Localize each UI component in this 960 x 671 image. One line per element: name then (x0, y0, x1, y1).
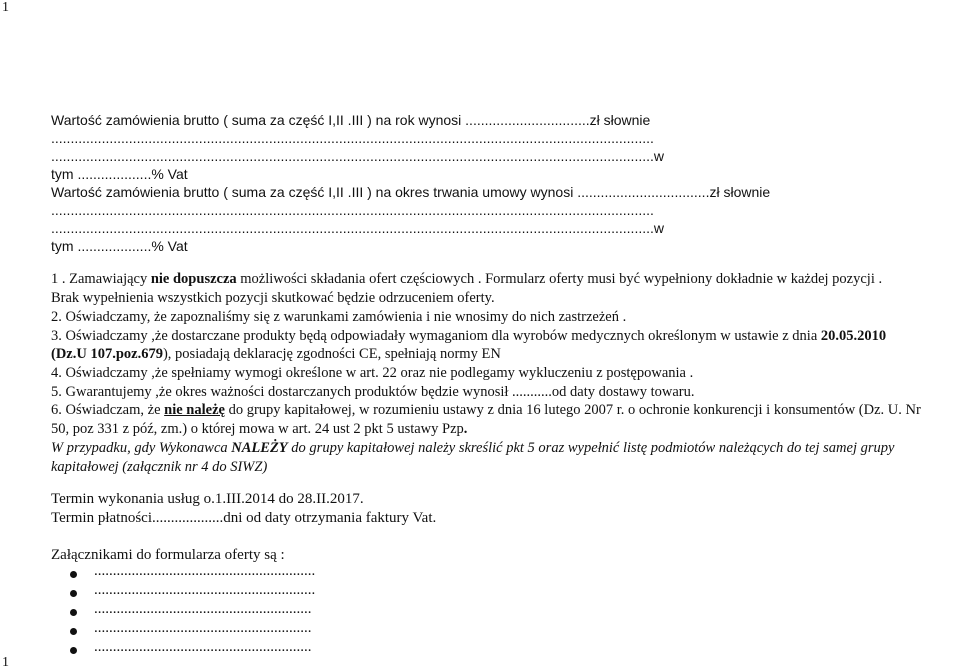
bullet-icon (70, 609, 77, 616)
value-line-2: ........................................................................................................................................................... (51, 130, 654, 146)
bullet-icon (70, 571, 77, 578)
attachment-item: .......................................................... (94, 620, 312, 636)
value-line-4: tym ...................% Vat (51, 166, 188, 182)
point-2: 2. Oświadczamy, że zapoznaliśmy się z warunkami zamówienia i nie wnosimy do nich zastrzeżeń . (51, 309, 627, 325)
point-1-line-2: Brak wypełnienia wszystkich pozycji skutkować będzie odrzuceniem oferty. (51, 290, 495, 306)
point-1-line-1: 1 . Zamawiający nie dopuszcza możliwości składania ofert częściowych . Formularz oferty musi być wypełniony dokładnie w każdej pozycji . (51, 271, 883, 287)
term-payment: Termin płatności...................dni od daty otrzymania faktury Vat. (51, 510, 437, 526)
attachment-item: ........................................................... (94, 563, 316, 579)
attachment-item: .......................................................... (94, 639, 312, 655)
attachment-item: .......................................................... (94, 601, 312, 617)
bullet-icon (70, 628, 77, 635)
bullet-icon (70, 590, 77, 597)
page-number-top: 1 (2, 0, 9, 15)
attachments-heading: Załącznikami do formularza oferty są : (51, 547, 285, 563)
note-line-1: W przypadku, gdy Wykonawca NALEŻY do grupy kapitałowej należy skreślić pkt 5 oraz wypełnić listę podmiotów należących do tej samej grupy (51, 440, 895, 456)
attachment-item: ........................................................... (94, 582, 316, 598)
point-5: 5. Gwarantujemy ,że okres ważności dostarczanych produktów będzie wynosił ...........od daty dostawy towaru. (51, 384, 695, 400)
point-4: 4. Oświadczamy ,że spełniamy wymogi określone w art. 22 oraz nie podlegamy wykluczeniu z postępowania . (51, 365, 694, 381)
point-3-line-1: 3. Oświadczamy ,że dostarczane produkty będą odpowiadały wymaganiom dla wyrobów medycznych określonym w ustawie z dnia 20.05.2010 (51, 328, 887, 344)
page-number-bottom: 1 (2, 655, 9, 670)
point-6-line-1: 6. Oświadczam, że nie należę do grupy kapitałowej, w rozumieniu ustawy z dnia 16 lutego 2007 r. o ochronie konkurencji i konsumentów (Dz. U. Nr (51, 402, 921, 418)
value-line-1: Wartość zamówienia brutto ( suma za część I,II .III ) na rok wynosi ................................zł słownie (51, 112, 651, 128)
value-line-3: ...........................................................................................................................................................w (51, 148, 665, 164)
value-line-8: tym ...................% Vat (51, 238, 188, 254)
term-completion: Termin wykonania usług o.1.III.2014 do 28.II.2017. (51, 491, 364, 507)
point-6-line-2: 50, poz 331 z póź, zm.) o której mowa w art. 24 ust 2 pkt 5 ustawy Pzp. (51, 421, 468, 437)
value-line-6: ........................................................................................................................................................... (51, 202, 654, 218)
point-3-line-2: (Dz.U 107.poz.679), posiadają deklarację zgodności CE, spełniają normy EN (51, 346, 501, 362)
note-line-2: kapitałowej (załącznik nr 4 do SIWZ) (51, 459, 268, 475)
value-line-7: ...........................................................................................................................................................w (51, 220, 665, 236)
value-line-5: Wartość zamówienia brutto ( suma za część I,II .III ) na okres trwania umowy wynosi ..................................zł słownie (51, 184, 771, 200)
bullet-icon (70, 647, 77, 654)
